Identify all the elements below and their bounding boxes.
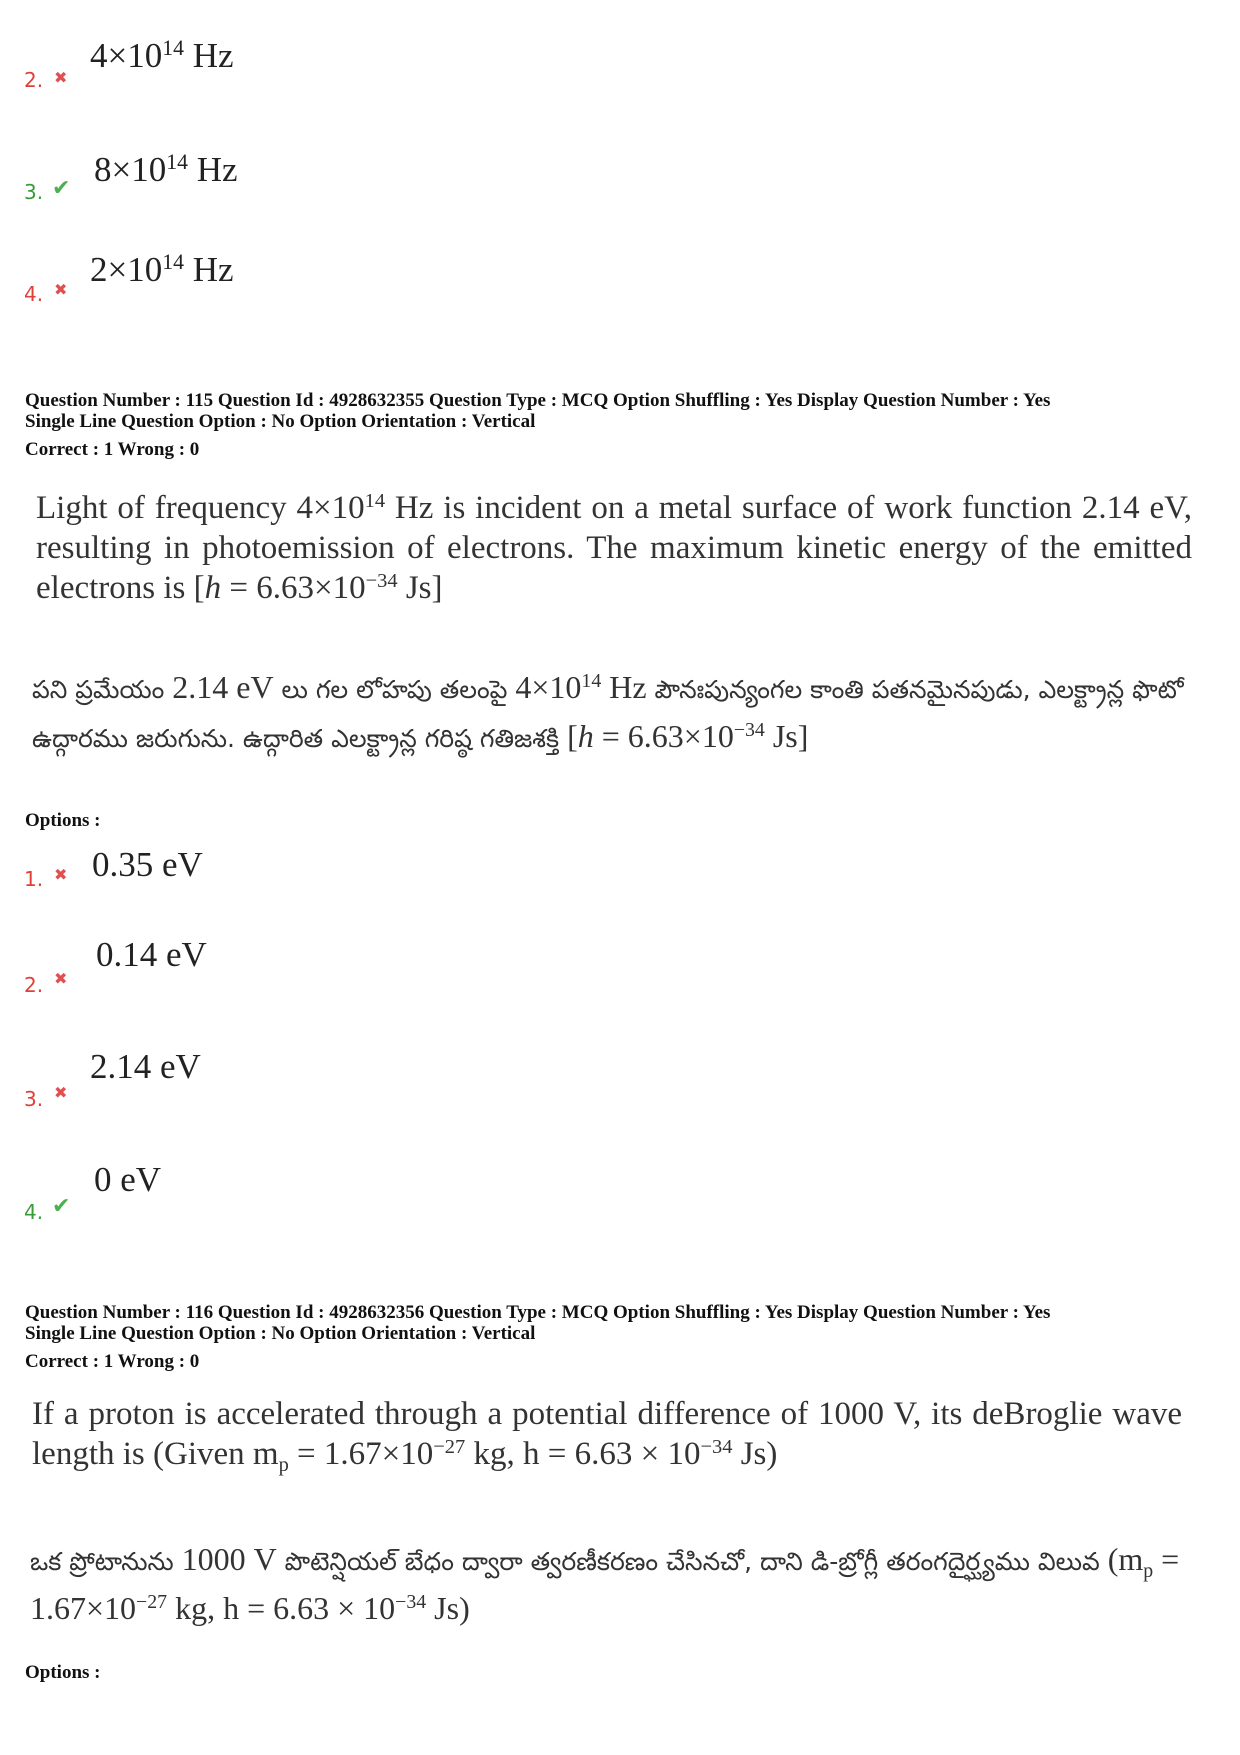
wrong-mark-icon: ✖	[54, 1083, 68, 1102]
q115-meta	[25, 390, 1050, 432]
correct-check-icon: ✔	[52, 1194, 71, 1219]
q115-question-telugu: పని ప్రమేయం 2.14 eV లు గల లోహపు తలంపై $4\times 10^{14}$ Hz పౌనఃపున్యంగల కాంతి పతనమైనపుడు, ఎలక్ట్రాన్ల ఫొటో ఉద్గారము జరుగును. ఉద్గారిత ఎలక్ట్రాన్ల గరిష్ఠ గతిజశక్తి [$h = 6.63\times 10^{-34}$ Js]	[32, 669, 1184, 754]
option-value: $4\times 10^{14}$ Hz	[90, 36, 234, 75]
q115-options-label: Options :	[25, 810, 101, 831]
option-number: 4.	[24, 1200, 44, 1224]
q116-options-label: Options :	[25, 1662, 101, 1683]
q116-question-english: If a proton is accelerated through a potential difference of 1000 V, its deBroglie wave length is (Given $m_p = 1.67\times 10^{-27}$ kg, $h = 6.63 \times 10^{-34}$ Js)	[32, 1396, 1182, 1477]
option-value: 0 eV	[94, 1160, 162, 1199]
option-value: 2.14 eV	[90, 1047, 201, 1086]
option-number: 1.	[24, 867, 44, 891]
wrong-mark-icon: ✖	[54, 969, 68, 988]
prev-option-2	[24, 36, 424, 96]
wrong-mark-icon: ✖	[54, 280, 68, 299]
q116-question-telugu: ఒక ప్రోటానును 1000 V పొటెన్షియల్ బేధం ద్వారా త్వరణీకరణం చేసినచో, దాని డి-బ్రోగ్లీ తరంగదైర్ఘ్యము విలువ ($m_p = 1.67\times 10^{-27}$ kg, $h = 6.63 \times 10^{-34}$ Js)	[30, 1541, 1180, 1626]
q115-option-1	[24, 845, 424, 905]
wrong-mark-icon: ✖	[54, 68, 68, 87]
q115-marks: Correct : 1 Wrong : 0	[25, 439, 200, 460]
q115-option-3	[24, 1047, 424, 1111]
option-value: $8\times 10^{14}$ Hz	[94, 150, 238, 189]
q115-option-2	[24, 935, 424, 995]
q115-meta-line1: Question Number : 115 Question Id : 4928632355 Question Type : MCQ Option Shuffling : Yes Display Question Number : Yes	[25, 390, 1051, 411]
q115-meta-line2: Single Line Question Option : No Option Orientation : Vertical	[25, 411, 536, 432]
option-number: 3.	[24, 1087, 44, 1111]
q115-question-english: Light of frequency $4\times 10^{14}$ Hz is incident on a metal surface of work function 2.14 eV, resulting in photoemission of electrons. The maximum kinetic energy of the emitted electrons is [$h = 6.63\times 10^{-34}$ Js]	[36, 489, 1192, 606]
option-value: $2\times 10^{14}$ Hz	[90, 250, 234, 289]
option-value: 0.14 eV	[96, 935, 207, 974]
prev-option-4	[24, 250, 424, 310]
q116-marks: Correct : 1 Wrong : 0	[25, 1351, 200, 1372]
q116-meta	[25, 1302, 1050, 1344]
option-number: 2.	[24, 973, 44, 997]
correct-check-icon: ✔	[52, 176, 71, 201]
q115-option-4	[24, 1160, 424, 1224]
option-number: 2.	[24, 68, 44, 92]
option-number: 3.	[24, 180, 44, 204]
option-value: 0.35 eV	[92, 845, 203, 884]
option-number: 4.	[24, 282, 44, 306]
q116-meta-line2: Single Line Question Option : No Option Orientation : Vertical	[25, 1323, 536, 1344]
prev-option-3	[24, 150, 424, 210]
q116-meta-line1: Question Number : 116 Question Id : 4928632356 Question Type : MCQ Option Shuffling : Yes Display Question Number : Yes	[25, 1302, 1051, 1323]
wrong-mark-icon: ✖	[54, 865, 68, 884]
